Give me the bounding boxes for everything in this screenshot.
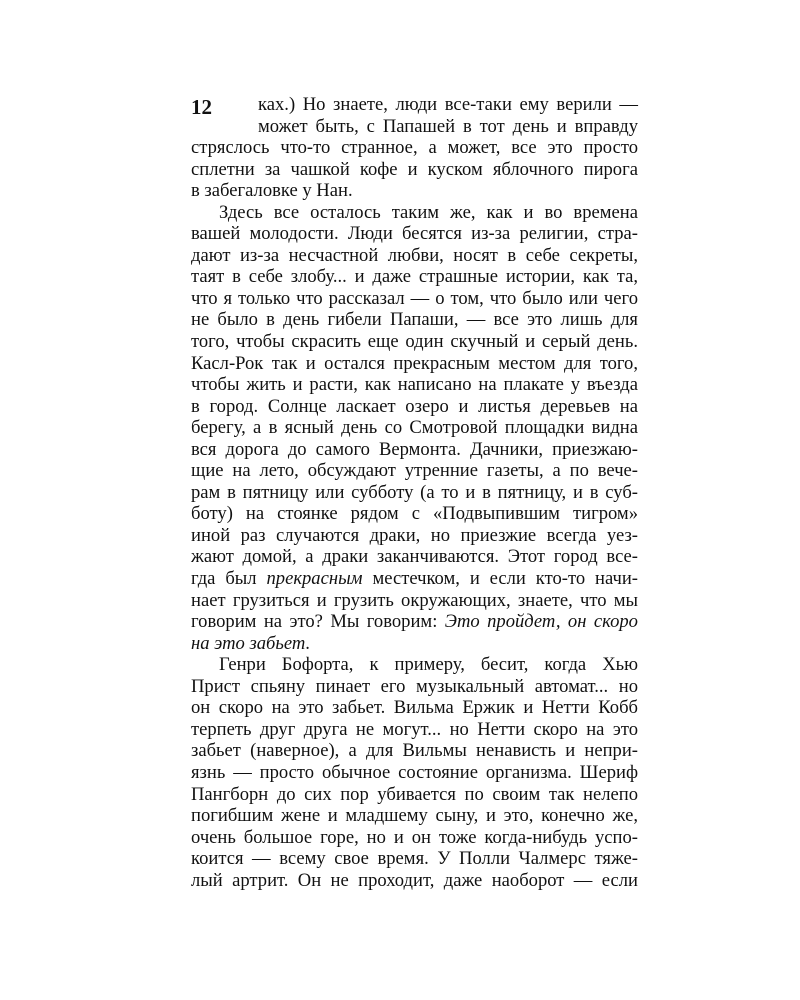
text-line: жают домой, а драки заканчиваются. Этот город все- [191, 546, 638, 568]
text-line: коится — всему свое время. У Полли Чалмерс тяже- [191, 848, 638, 870]
italic-phrase: прекрасным [266, 568, 363, 590]
paragraph-p2 [191, 202, 638, 654]
text-segment: говорим на это? Мы говорим: [191, 611, 445, 633]
text-line: вся дорога до самого Вермонта. Дачники, приезжаю- [191, 438, 638, 460]
text-segment: . [305, 632, 310, 654]
text-segment: гда был [191, 568, 267, 590]
text-line: боту) на стоянке рядом с «Подвыпившим тигром» [191, 503, 638, 525]
text-line [191, 633, 638, 655]
text-line: берегу, а в ясный день со Смотровой площадки видна [191, 417, 638, 439]
text-line: в забегаловке у Нан. [191, 180, 353, 202]
text-line: щие на лето, обсуждают утренние газеты, а по вече- [191, 460, 638, 482]
text-line: ках.) Но знаете, люди все-таки ему верили — [258, 94, 638, 115]
text-line: нает грузиться и грузить окружающих, знаете, что мы [191, 589, 638, 611]
paragraph-p1 [191, 94, 638, 202]
text-line: Здесь все осталось таким же, как и во времена [219, 201, 638, 223]
text-line: может быть, с Папашей в тот день и вправду [258, 115, 638, 137]
text-line: стряслось что-то странное, а может, все это просто [191, 137, 638, 159]
text-line [191, 568, 638, 590]
text-line: Генри Бофорта, к примеру, бесит, когда Хью [219, 654, 638, 676]
text-line: таят в себе злобу... и даже страшные истории, как та, [191, 266, 638, 288]
text-line: рам в пятницу или субботу (а то и в пятницу, и в суб- [191, 481, 638, 503]
text-line: дают из-за несчастной любви, носят в себе секреты, [191, 244, 638, 266]
text-line: не было в день гибели Папаши, — все это лишь для [191, 309, 638, 331]
text-line: Пангборн до сих пор убивается по своим так нелепо [191, 783, 638, 805]
text-line: того, чтобы скрасить еще один скучный и серый день. [191, 331, 638, 353]
text-line: погибшим жене и младшему сыну, и это, конечно же, [191, 805, 638, 827]
text-line: вашей молодости. Люди бесятся из-за религии, стра- [191, 223, 638, 245]
text-line: в город. Солнце ласкает озеро и листья деревьев на [191, 395, 638, 417]
italic-phrase: Это пройдет, он скоро [444, 611, 638, 633]
text-line: иной раз случаются драки, но приезжие всегда уез- [191, 524, 638, 546]
text-line: что я только что рассказал — о том, что было или чего [191, 287, 638, 309]
body-text [191, 94, 638, 891]
text-line: Касл-Рок так и остался прекрасным местом для того, [191, 352, 638, 374]
text-line: язнь — просто обычное состояние организма. Шериф [191, 761, 638, 783]
text-segment: местечком, и если кто-то начи- [362, 568, 638, 590]
italic-phrase: на это забьет [191, 632, 306, 654]
page-number: 12 [191, 95, 212, 119]
text-line [191, 611, 638, 633]
text-line: терпеть друг друга не могут... но Нетти скоро на это [191, 718, 638, 740]
text-line: очень большое горе, но и он тоже когда-нибудь успо- [191, 826, 638, 848]
text-line: он скоро на это забьет. Вильма Ержик и Нетти Кобб [191, 697, 638, 719]
text-line: чтобы жить и расти, как написано на плакате у въезда [191, 374, 638, 396]
paragraph-p3 [191, 654, 638, 891]
text-line: забьет (наверное), а для Вильмы ненависть и непри- [191, 740, 638, 762]
text-line: лый артрит. Он не проходит, даже наоборот — если [191, 869, 638, 891]
text-line: Прист спьяну пинает его музыкальный автомат... но [191, 675, 638, 697]
text-line: сплетни за чашкой кофе и куском яблочного пирога [191, 158, 638, 180]
